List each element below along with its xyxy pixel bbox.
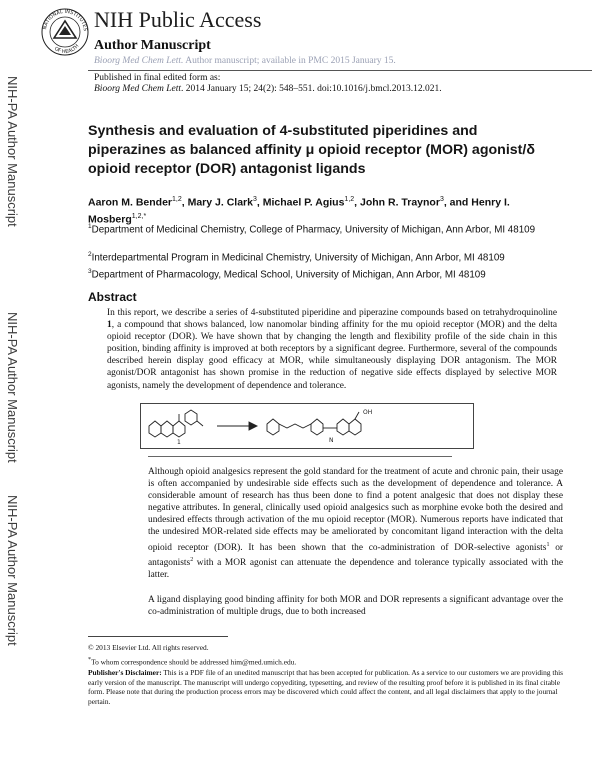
- footnote-rule: [88, 636, 228, 637]
- body-paragraph-2: A ligand displaying good binding affinity for both MOR and DOR represents a significant advantage over the co-administration of multiple drugs, due to both increased: [148, 595, 563, 618]
- header-citation-journal: Bioorg Med Chem Lett.: [94, 56, 184, 66]
- author-name: Michael P. Agius: [262, 196, 345, 209]
- section-divider: [148, 456, 452, 457]
- publisher-disclaimer: Publisher's Disclaimer: This is a PDF file of an unedited manuscript that has been accepted for publication. As a service to our customers we are providing this early version of the manuscript. The manuscript will undergo copyediting, typesetting, and review of the resulting proof before it is published in its final citable form. Please note that during the production process errors may be discovered which could affect the content, and all legal disclaimers that apply to the journal pertain.: [88, 668, 564, 706]
- author-name: John R. Traynor: [360, 196, 440, 209]
- nih-public-access-title: NIH Public Access: [94, 7, 262, 32]
- seal-top-text: NATIONAL INSTITUTES: [42, 8, 89, 32]
- abstract-text: In this report, we describe a series of 4-substituted piperidine and piperazine compounds based on tetrahydroquinoline 1, a compound that shows balanced, low nanomolar binding affinity for the mu opioid receptor (MOR) and the delta opioid receptor (DOR). We have shown that by changing the length and flexibility profile of the side chain in this position, binding affinity is improved at both receptors by a significant degree. Furthermore, several of the compounds described herein display good efficacy at MOR, while simultaneously displaying DOR antagonism. The MOR agonist/DOR antagonist has shown promise in the reduction of negative side effects displayed by selective MOR agonists, namely the development of dependence and tolerance.: [107, 308, 557, 391]
- nih-seal-logo: [40, 7, 90, 57]
- affiliation-2: $^2$Interdepartmental Program in Medicinal Chemistry, University of Michigan, Ann Arbor, MI 48109: [88, 251, 505, 264]
- sidebar-label-1: NIH-PA Author Manuscript: [5, 76, 20, 227]
- graphic-compound-label: 1: [177, 439, 181, 446]
- graphical-abstract: [140, 403, 474, 449]
- author-name: Aaron M. Bender: [88, 196, 173, 209]
- body-paragraph-1: Although opioid analgesics represent the gold standard for the treatment of acute and chronic pain, their usage is often accompanied by undesirable side effects such as the development of dependence and tolerance. A considerable amount of research has thus been done to find a potent analgesic that does not display these negative attributes. In general, clinically used opioid analgesics such as morphine evoke both the desired and undesired effects through activation of the mu opioid receptor (MOR). Numerous reports have indicated that the undesired MOR-related side effects may be ameliorated by concomitant ligand interaction with the delta opioid receptor (DOR). It has been shown that the co-administration of DOR-selective agonists$^1$ or antagonists$^2$ with a MOR agonist can attenuate the dependence and tolerance typically associated with the latter.: [148, 467, 564, 580]
- author-list: Aaron M. Bender$^{1,2}$, Mary J. Clark$^3$, Michael P. Agius$^{1,2}$, John R. Traynor$^3$, and Henry I. Mosberg$^{1,2,*}$: [88, 196, 510, 225]
- publication-details: . 2014 January 15; 24(2): 548–551. doi:10.1016/j.bmcl.2013.12.021.: [180, 84, 442, 94]
- header-rule: [88, 70, 592, 71]
- header-citation: [94, 56, 396, 66]
- header-citation-rest: Author manuscript; available in PMC 2015 January 15.: [183, 56, 396, 66]
- publication-journal: Bioorg Med Chem Lett: [94, 84, 181, 94]
- sidebar-label-3: NIH-PA Author Manuscript: [5, 495, 20, 646]
- published-in-label: Published in final edited form as:: [94, 73, 221, 83]
- publication-citation: [94, 84, 442, 94]
- author-name: Henry I. Mosberg: [88, 196, 510, 225]
- graphic-oh-label: OH: [363, 409, 373, 416]
- abstract-heading: Abstract: [88, 290, 137, 304]
- copyright-note: © 2013 Elsevier Ltd. All rights reserved.: [88, 643, 209, 652]
- correspondence-note: *To whom correspondence should be addressed him@med.umich.edu.: [88, 657, 297, 667]
- graphic-n-label: N: [329, 437, 334, 444]
- sidebar-label-2: NIH-PA Author Manuscript: [5, 312, 20, 463]
- author-name: Mary J. Clark: [187, 196, 253, 209]
- affiliation-1: $^1$Department of Medicinal Chemistry, College of Pharmacy, University of Michigan, Ann Arbor, MI 48109: [88, 223, 536, 236]
- article-title: Synthesis and evaluation of 4-substituted piperidines and piperazines as balanced affinity μ opioid receptor (MOR) agonist/δ opioid receptor (DOR) antagonist ligands: [88, 123, 535, 177]
- seal-bottom-text: OF HEALTH: [53, 43, 81, 56]
- affiliation-3: $^3$Department of Pharmacology, Medical School, University of Michigan, Ann Arbor, MI 48109: [88, 268, 486, 281]
- author-manuscript-label: Author Manuscript: [94, 38, 211, 53]
